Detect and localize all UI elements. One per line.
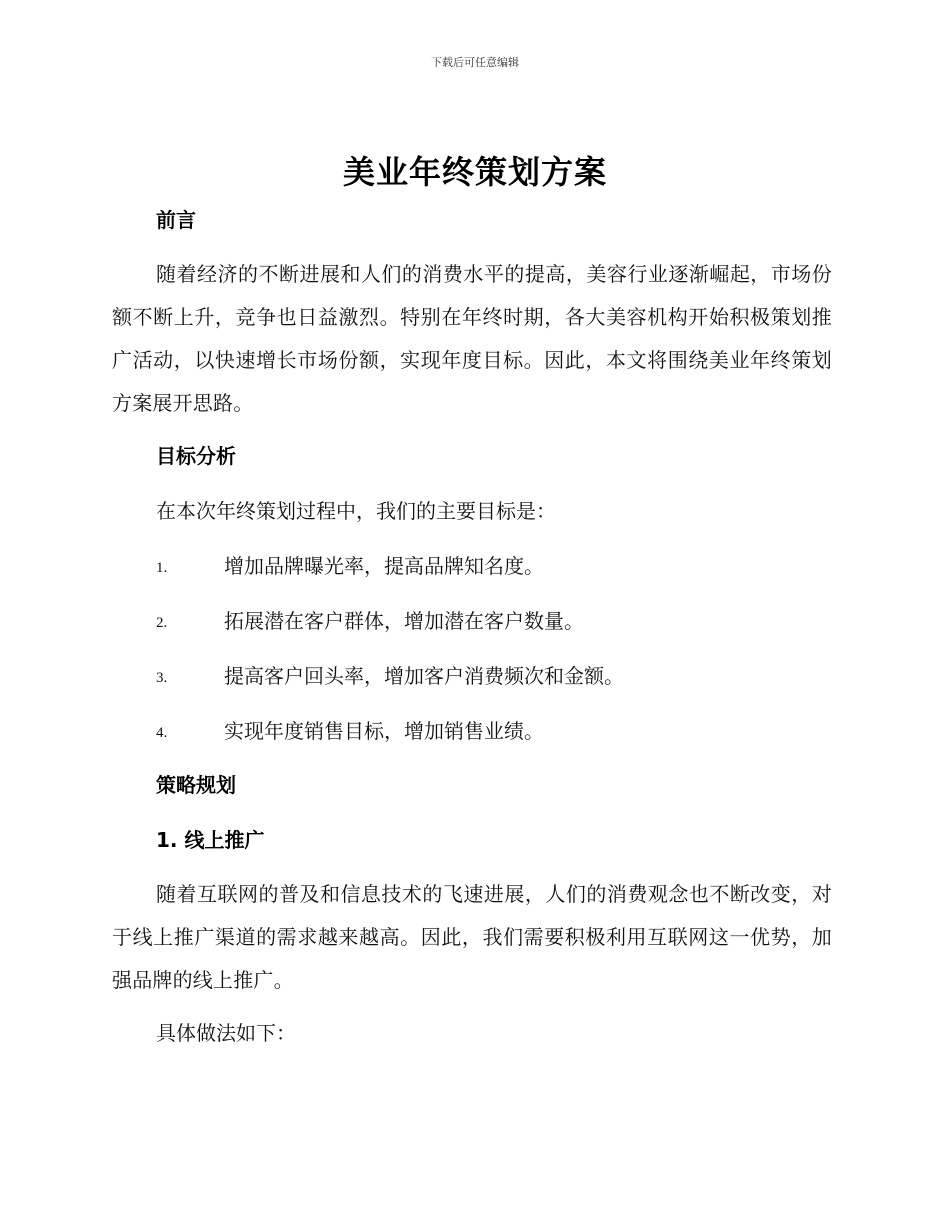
list-item-text: 增加品牌曝光率，提高品牌知名度。 [224,554,544,578]
strategy-closing: 具体做法如下： [156,1021,296,1045]
list-item-text: 拓展潜在客户群体，增加潜在客户数量。 [224,609,584,633]
sub-heading-online-promotion: 1. 线上推广 [156,828,265,852]
list-item-number: 3. [156,670,168,686]
heading-goals: 目标分析 [156,444,236,468]
goals-intro: 在本次年终策划过程中，我们的主要目标是： [156,499,556,523]
document-title: 美业年终策划方案 [342,153,607,191]
list-item-number: 2. [156,615,168,631]
heading-strategy: 策略规划 [156,773,236,797]
heading-preface: 前言 [156,208,196,232]
list-item-number: 1. [156,560,168,576]
list-item-text: 提高客户回头率，增加客户消费频次和金额。 [224,664,624,688]
list-item-text: 实现年度销售目标，增加销售业绩。 [224,719,544,743]
paragraph-preface: 随着经济的不断进展和人们的消费水平的提高，美容行业逐渐崛起，市场份额不断上升，竞争也日益激烈。特别在年终时期，各大美容机构开始积极策划推广活动，以快速增长市场份额，实现年度目标。因此，本文将围绕美业年终策划方案展开思路。 [112,262,832,415]
paragraph-strategy: 随着互联网的普及和信息技术的飞速进展，人们的消费观念也不断改变，对于线上推广渠道的需求越来越高。因此，我们需要积极利用互联网这一优势，加强品牌的线上推广。 [112,882,832,992]
header-note: 下载后可任意编辑 [431,56,519,69]
list-item-number: 4. [156,725,168,741]
